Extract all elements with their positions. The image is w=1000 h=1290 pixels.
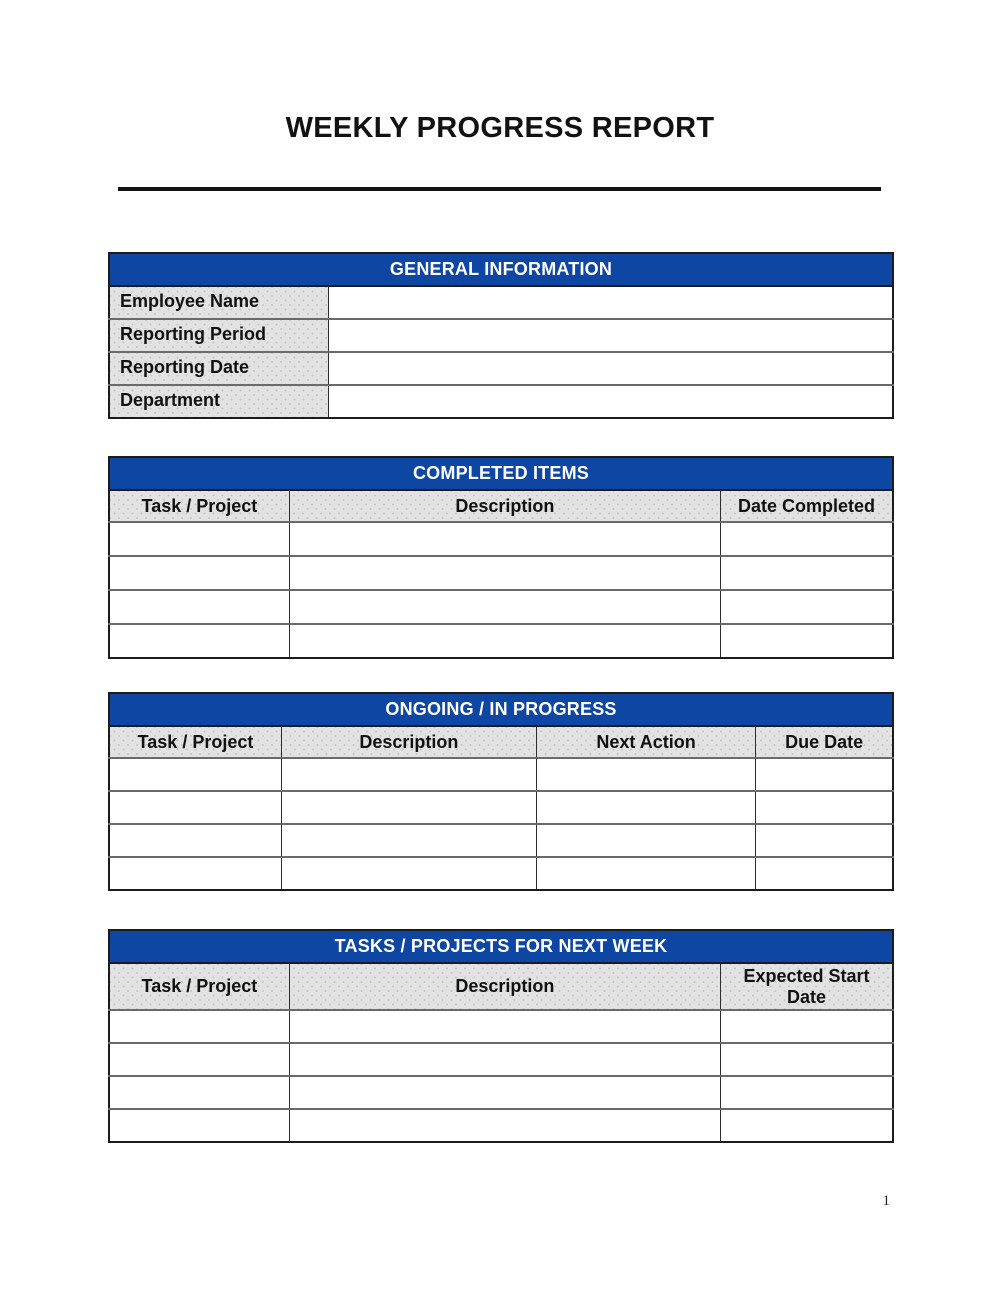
column-header-row xyxy=(109,490,893,522)
table-cell[interactable] xyxy=(109,556,289,590)
field-label-department: Department xyxy=(109,385,329,418)
table-cell[interactable] xyxy=(756,857,893,890)
table-row xyxy=(109,857,893,890)
table-cell[interactable] xyxy=(289,1076,720,1109)
table-row xyxy=(109,624,893,658)
table-cell[interactable] xyxy=(109,857,281,890)
column-header-row xyxy=(109,963,893,1010)
column-header-task-project: Task / Project xyxy=(109,963,289,1010)
table-cell[interactable] xyxy=(721,624,893,658)
table-cell[interactable] xyxy=(109,791,281,824)
table-row xyxy=(109,1010,893,1043)
table-cell[interactable] xyxy=(756,791,893,824)
table-cell[interactable] xyxy=(109,1010,289,1043)
column-header-row xyxy=(109,726,893,758)
column-header-description: Description xyxy=(281,726,536,758)
table-row xyxy=(109,1043,893,1076)
table-cell[interactable] xyxy=(109,824,281,857)
table-cell[interactable] xyxy=(109,624,289,658)
field-value-employee-name[interactable] xyxy=(329,286,893,319)
table-row xyxy=(109,556,893,590)
table-cell[interactable] xyxy=(109,758,281,791)
column-header-description: Description xyxy=(289,963,720,1010)
table-cell[interactable] xyxy=(536,791,756,824)
table-cell[interactable] xyxy=(289,1109,720,1142)
field-label-reporting-period: Reporting Period xyxy=(109,319,329,352)
section-header-row xyxy=(109,457,893,490)
field-value-reporting-period[interactable] xyxy=(329,319,893,352)
section-header-ongoing-in-progress: ONGOING / IN PROGRESS xyxy=(109,693,893,726)
field-label-employee-name: Employee Name xyxy=(109,286,329,319)
table-cell[interactable] xyxy=(289,624,720,658)
table-row xyxy=(109,522,893,556)
section-header-general-information: GENERAL INFORMATION xyxy=(109,253,893,286)
table-cell[interactable] xyxy=(281,857,536,890)
table-row xyxy=(109,590,893,624)
table-cell[interactable] xyxy=(109,1109,289,1142)
table-cell[interactable] xyxy=(721,1043,893,1076)
table-row xyxy=(109,1076,893,1109)
table-cell[interactable] xyxy=(109,590,289,624)
table-cell[interactable] xyxy=(721,1076,893,1109)
table-cell[interactable] xyxy=(721,590,893,624)
table-cell[interactable] xyxy=(536,857,756,890)
field-value-department[interactable] xyxy=(329,385,893,418)
column-header-date-completed: Date Completed xyxy=(721,490,893,522)
section-header-row xyxy=(109,930,893,963)
table-cell[interactable] xyxy=(289,1043,720,1076)
column-header-expected-start-date: Expected Start Date xyxy=(721,963,893,1010)
completed-items-table xyxy=(108,456,894,659)
column-header-next-action: Next Action xyxy=(536,726,756,758)
section-header-row xyxy=(109,693,893,726)
page-number: 1 xyxy=(882,1193,890,1209)
table-cell[interactable] xyxy=(721,522,893,556)
table-cell[interactable] xyxy=(281,791,536,824)
table-cell[interactable] xyxy=(756,824,893,857)
ongoing-in-progress-table xyxy=(108,692,894,891)
section-header-completed-items: COMPLETED ITEMS xyxy=(109,457,893,490)
table-cell[interactable] xyxy=(289,556,720,590)
table-cell[interactable] xyxy=(536,758,756,791)
table-row xyxy=(109,791,893,824)
table-cell[interactable] xyxy=(281,758,536,791)
column-header-task-project: Task / Project xyxy=(109,726,281,758)
section-header-row xyxy=(109,253,893,286)
table-row xyxy=(109,824,893,857)
table-cell[interactable] xyxy=(721,1010,893,1043)
table-cell[interactable] xyxy=(289,1010,720,1043)
table-row xyxy=(109,385,893,418)
table-cell[interactable] xyxy=(289,522,720,556)
title-divider xyxy=(118,187,881,191)
table-row xyxy=(109,319,893,352)
table-cell[interactable] xyxy=(109,522,289,556)
field-label-reporting-date: Reporting Date xyxy=(109,352,329,385)
column-header-task-project: Task / Project xyxy=(109,490,289,522)
table-cell[interactable] xyxy=(281,824,536,857)
table-row xyxy=(109,758,893,791)
table-cell[interactable] xyxy=(721,1109,893,1142)
table-row xyxy=(109,352,893,385)
table-row xyxy=(109,286,893,319)
document-title: WEEKLY PROGRESS REPORT xyxy=(285,112,715,144)
table-cell[interactable] xyxy=(109,1076,289,1109)
section-header-tasks-next-week: TASKS / PROJECTS FOR NEXT WEEK xyxy=(109,930,893,963)
table-cell[interactable] xyxy=(756,758,893,791)
general-information-table xyxy=(108,252,894,419)
table-row xyxy=(109,1109,893,1142)
column-header-due-date: Due Date xyxy=(756,726,893,758)
column-header-description: Description xyxy=(289,490,720,522)
table-cell[interactable] xyxy=(109,1043,289,1076)
table-cell[interactable] xyxy=(721,556,893,590)
tasks-next-week-table xyxy=(108,929,894,1143)
table-cell[interactable] xyxy=(536,824,756,857)
field-value-reporting-date[interactable] xyxy=(329,352,893,385)
table-cell[interactable] xyxy=(289,590,720,624)
